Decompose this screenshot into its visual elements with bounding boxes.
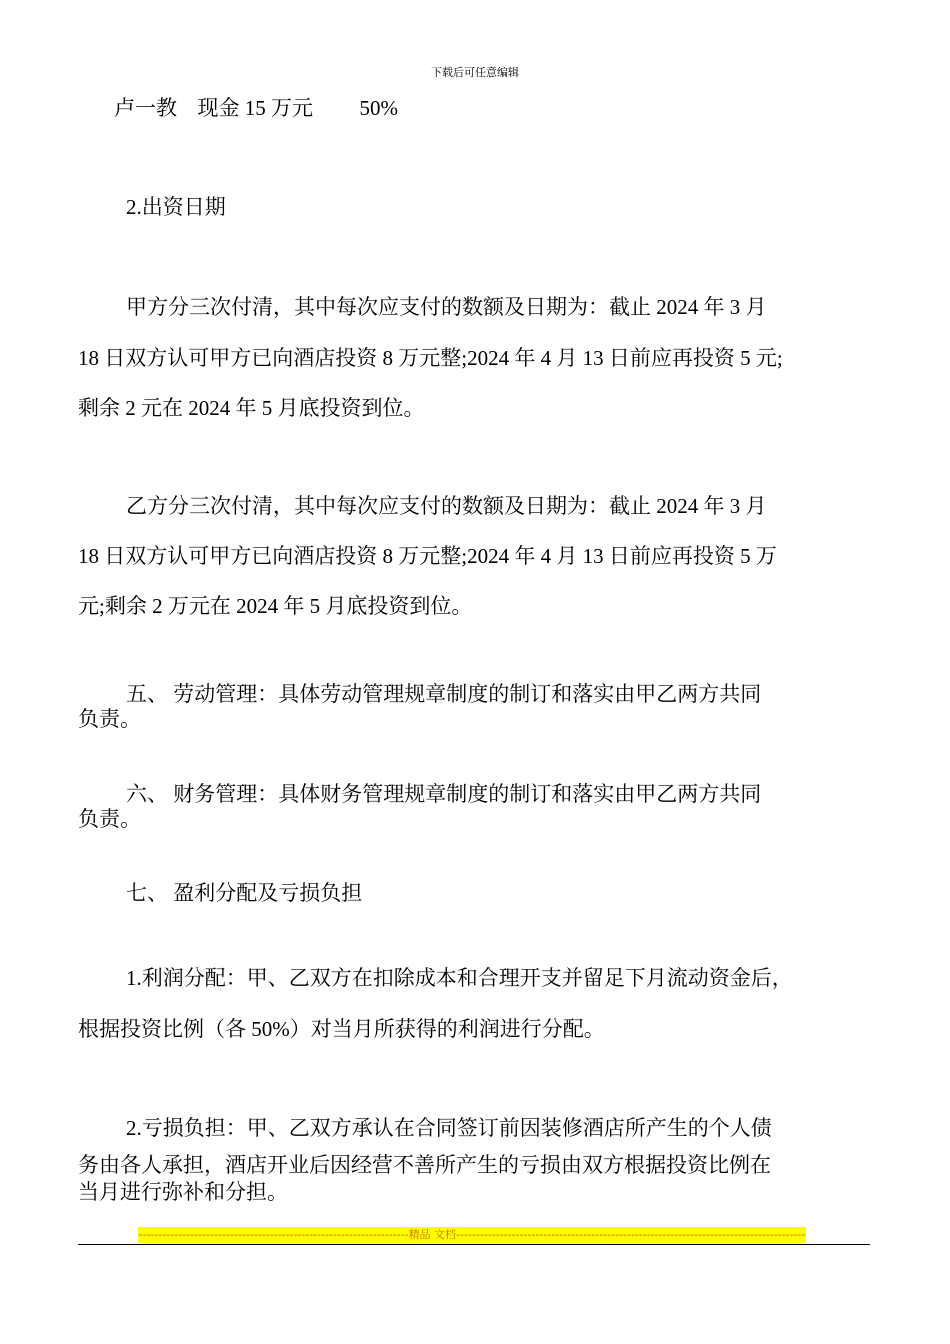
investment-amount: 现金 15 万元 (197, 96, 313, 120)
paragraph-line: 负责。 (78, 807, 141, 831)
share-ratio: 50% (359, 96, 398, 120)
paragraph-line: 五、 劳动管理：具体劳动管理规章制度的制订和落实由甲乙两方共同 (126, 682, 762, 706)
paragraph-line: 甲方分三次付清，其中每次应支付的数额及日期为：截止 2024 年 3 月 (126, 295, 767, 319)
paragraph-line: 务由各人承担，酒店开业后因经营不善所产生的亏损由双方根据投资比例在 (78, 1153, 771, 1177)
date-heading: 2.出资日期 (126, 195, 226, 219)
footer-left-dashes: -------------------------------------------------------------------- (138, 1228, 409, 1241)
paragraph-line: 根据投资比例（各 50%）对当月所获得的利润进行分配。 (78, 1017, 605, 1041)
paragraph-line: 六、 财务管理：具体财务管理规章制度的制订和落实由甲乙两方共同 (126, 782, 762, 806)
shareholder-name: 卢一教 (114, 96, 177, 120)
footer-rule (78, 1244, 870, 1245)
footer-label: 精品 文档 (408, 1228, 457, 1241)
footer-banner (138, 1227, 806, 1243)
paragraph-line: 乙方分三次付清，其中每次应支付的数额及日期为：截止 2024 年 3 月 (126, 494, 767, 518)
paragraph-line: 剩余 2 元在 2024 年 5 月底投资到位。 (78, 396, 425, 420)
paragraph-line: 当月进行弥补和分担。 (78, 1180, 288, 1204)
paragraph-line: 元;剩余 2 万元在 2024 年 5 月底投资到位。 (78, 594, 473, 618)
paragraph-line: 负责。 (78, 707, 141, 731)
paragraph-line: 18 日双方认可甲方已向酒店投资 8 万元整;2024 年 4 月 13 日前应再投资 5 万 (78, 544, 777, 568)
page-header-note: 下载后可任意编辑 (431, 66, 519, 79)
paragraph-line: 2.亏损负担：甲、乙双方承认在合同签订前因装修酒店所产生的个人债 (126, 1116, 772, 1140)
paragraph-line: 18 日双方认可甲方已向酒店投资 8 万元整;2024 年 4 月 13 日前应再投资 5 元; (78, 346, 783, 370)
share-row (114, 96, 398, 120)
profit-section-heading: 七、 盈利分配及亏损负担 (126, 881, 363, 905)
paragraph-line: 1.利润分配：甲、乙双方在扣除成本和合理开支并留足下月流动资金后， (126, 966, 793, 990)
footer-right-dashes: ---------------------------------------------------------------------------------------- (456, 1228, 806, 1241)
